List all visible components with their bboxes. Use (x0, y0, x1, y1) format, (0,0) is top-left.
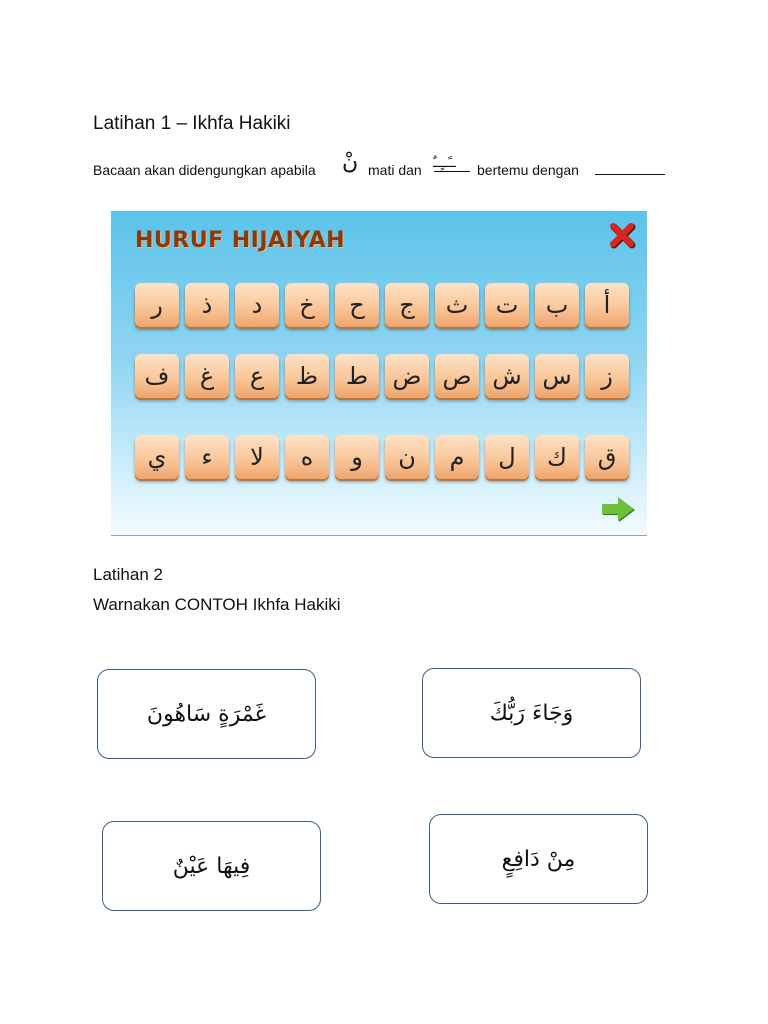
worksheet-title: Latihan 1 – Ikhfa Hakiki (93, 113, 291, 134)
close-icon[interactable] (608, 221, 636, 249)
letter-tile[interactable]: ج (385, 283, 429, 327)
letter-tile[interactable]: خ (285, 283, 329, 327)
letter-tile[interactable]: ر (135, 283, 179, 327)
letter-tile[interactable]: أ (585, 283, 629, 327)
example-card[interactable]: وَجَاءَ رَبُّكَ (422, 668, 641, 758)
letter-tile[interactable]: س (535, 354, 579, 398)
nun-mati-glyph: نْ (342, 150, 359, 175)
letter-tile[interactable]: ل (485, 435, 529, 479)
example-card[interactable]: فِيهَا عَيْنٌ (102, 821, 321, 911)
letter-tile[interactable]: و (335, 435, 379, 479)
answer-blank[interactable] (595, 174, 665, 175)
letter-row (135, 283, 631, 333)
letter-tile[interactable]: ت (485, 283, 529, 327)
sentence-part-2: mati dan (368, 162, 422, 178)
letter-tile[interactable]: ط (335, 354, 379, 398)
letter-row (135, 435, 631, 485)
example-card[interactable]: غَمْرَةٍ سَاهُونَ (97, 669, 316, 759)
letter-tile[interactable]: ش (485, 354, 529, 398)
tanwin-glyph: ــًــٍــٌ (433, 156, 456, 171)
letter-tile[interactable]: ق (585, 435, 629, 479)
letter-tile[interactable]: لا (235, 435, 279, 479)
letter-tile[interactable]: ي (135, 435, 179, 479)
letter-tile[interactable]: ح (335, 283, 379, 327)
letter-tile[interactable]: غ (185, 354, 229, 398)
letter-tile[interactable]: ك (535, 435, 579, 479)
exercise-2-title: Latihan 2 (93, 565, 163, 584)
letter-tile[interactable]: ب (535, 283, 579, 327)
letter-tile[interactable]: د (235, 283, 279, 327)
arrow-right-icon[interactable] (600, 495, 636, 523)
tanwin-underline (434, 171, 470, 172)
letter-tile[interactable]: ذ (185, 283, 229, 327)
letter-tile[interactable]: م (435, 435, 479, 479)
letter-tile[interactable]: ص (435, 354, 479, 398)
letter-tile[interactable]: ن (385, 435, 429, 479)
letter-tile[interactable]: ع (235, 354, 279, 398)
letter-tile[interactable]: ظ (285, 354, 329, 398)
letter-tile[interactable]: ف (135, 354, 179, 398)
letter-row (135, 354, 631, 404)
letter-tile[interactable]: ض (385, 354, 429, 398)
hijaiyah-board (111, 211, 647, 536)
letter-tile[interactable]: ث (435, 283, 479, 327)
letter-tile[interactable]: ء (185, 435, 229, 479)
exercise-2-instruction: Warnakan CONTOH Ikhfa Hakiki (93, 595, 341, 614)
example-card[interactable]: مِنْ دَافِعٍ (429, 814, 648, 904)
letter-tile[interactable]: ه (285, 435, 329, 479)
sentence-part-1: Bacaan akan didengungkan apabila (93, 162, 316, 178)
board-title: HURUF HIJAIYAH (135, 228, 346, 253)
letter-tile[interactable]: ز (585, 354, 629, 398)
sentence-part-3: bertemu dengan (477, 162, 579, 178)
